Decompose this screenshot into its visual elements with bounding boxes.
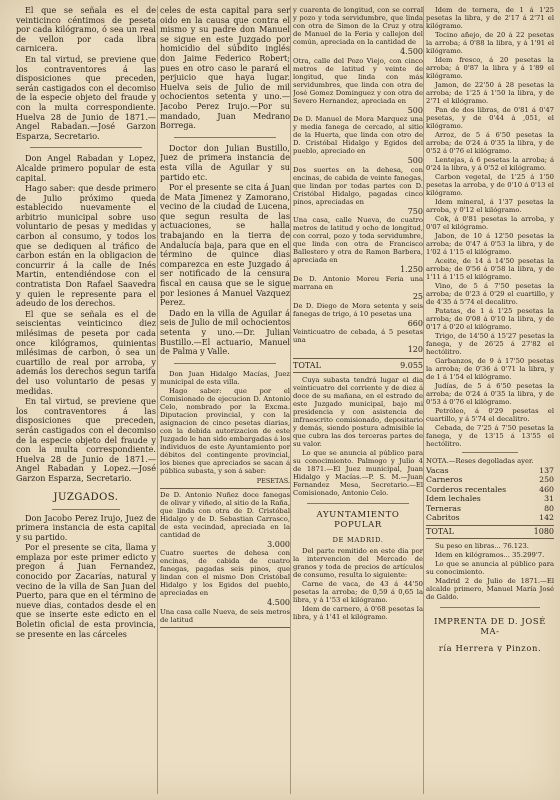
- divider: [307, 503, 409, 504]
- paragraph: Del parte remitido en este dia por la intervencion del Mercado de granos y toda de precios de artículos de consumo, resulta lo siguiente:: [293, 546, 423, 579]
- auction-list-continued: [293, 6, 423, 355]
- pesetas-label: PESETAS.: [256, 476, 290, 485]
- divider: [52, 509, 120, 510]
- reses-value: 460: [539, 484, 554, 494]
- amount: 25: [412, 291, 423, 301]
- amount: 4.500: [267, 598, 290, 608]
- paragraph: Lentejas, á 6 pesetas la arroba; á 0'24 la libra, y á 0'52 el kilógramo.: [426, 156, 554, 172]
- reses-list: [426, 466, 554, 522]
- paragraph: Trigo, de 14'50 á 15'27 pesetas la fanega, y de 26'25 á 27'82 el hectólitro.: [426, 332, 554, 356]
- total-amount: 9.055: [400, 360, 423, 370]
- amount: 120: [407, 345, 423, 355]
- paragraph: Aceite, de 14 á 14'50 pesetas la arroba; de 0'56 á 0'58 la libra, y de 1'11 á 1'15 el kilógramo.: [426, 257, 554, 281]
- paragraph: Idem fresco, á 20 pesetas la arroba; á 0'87 la libra y á 1'89 el kilógramo.: [426, 56, 554, 80]
- imprint-line: ría Herrera y Pinzon.: [438, 643, 542, 653]
- reses-total-row: [426, 525, 554, 539]
- reses-label: Vacas: [426, 466, 449, 475]
- paragraph: Jamon, de 22'50 á 28 pesetas la arroba; de 1'25 á 1'50 la libra, y de 2'71 el kilógramo.: [426, 81, 554, 105]
- list-item: Una casa, calle Nueva, de cuatro metros de latitud y ocho de longitud, con corral, pozo y toda servidumbre, que linda con otra de Francisco Ballestero y otra de Ramon Barbera, apreciada en: [293, 216, 423, 265]
- paragraph: Tocino añejo, de 20 á 22 pesetas la arroba; á 0'88 la libra, y á 1'91 el kilógramo.: [426, 31, 554, 55]
- list-item: De D. Antonio Nuñez doce fanegas de olivar y viñedo, al sitio de la Raña, que linda con otra de D. Cristóbal Hidalgo y de D. Sebastian Carrasco, de esta vecindad, apreciada en la cantidad de: [160, 490, 290, 539]
- total-label: TOTAL: [426, 527, 454, 537]
- divider: [30, 147, 142, 148]
- amount-row: [293, 265, 423, 275]
- column-rule: [290, 6, 291, 794]
- amount: 3.000: [267, 539, 290, 549]
- paragraph: En tal virtud, se previene que los contraventores á las disposiciones que preceden, serán castigados con el decomiso de la especie objeto del fraude y con la multa correspondiente. Huelva 28 de Junio de 1871.—Angel Rabadan y Lopez.—José Garzon Esparza, Secretario.: [16, 396, 156, 483]
- total-row: [293, 358, 423, 373]
- divider: [462, 452, 518, 453]
- amount: 660: [407, 318, 423, 328]
- list-item: y cuarenta de longitud, con se corral y pozo y toda servidumbre, que linda con otra de Simon de la Cruz y otra de Manuel de la Feria y callejon del común, apreciada en la cantidad de: [293, 6, 423, 46]
- paragraph: celes de esta capital para ser oido en la causa que contra el mismo y su padre don Manuel se sigue en este Juzgado por homicidio del súbdito inglés don Jaime Federico Robert; pues en otro caso le parará el perjuicio que haya lugar. Huelva seis de Julio de mil ochocientos setenta y uno.—Jacobo Perez Irujo.—Por su mandado, Juan Medrano Borrega.: [160, 6, 290, 131]
- paragraph: Su peso en libras... 76.123.: [435, 542, 529, 551]
- amount-row: [293, 319, 423, 329]
- paragraph: Carbon vegetal, de 1'25 á 1'50 pesetas la arroba, y de 0'10 á 0'13 el kilógramo.: [426, 173, 554, 197]
- divider: [174, 137, 276, 138]
- amount-row: [293, 47, 423, 57]
- section-heading-ayuntamiento: AYUNTAMIENTO POPULAR: [316, 509, 400, 530]
- paragraph: El que se señala es el de veinticinco céntimos de peseta por cada kilógramo, ó sea un real de vellon por cada libra carnicera.: [16, 6, 156, 54]
- list-item: [426, 466, 554, 475]
- column-rule: [423, 6, 424, 794]
- reses-value: 250: [539, 475, 554, 485]
- paragraph: Vino, de 5 á 7'50 pesetas la arroba; de 0'23 á 0'29 el cuartillo, y de 4'35 á 5'74 el decalitro.: [426, 282, 554, 306]
- paragraph: Lo que se anuncia al público para su conocimiento.: [426, 560, 554, 577]
- column-2: [160, 6, 290, 631]
- amount: 4.500: [400, 47, 423, 56]
- paragraph: Lo que se anuncia al público para su conocimiento. Palmogo y Julio 4 de 1871.—El Juez municipal, Juan Hidalgo y Macías.—P. S. M.—Juan Fernandez Mesa, Secretario.—El Comisionado, Antonio Celo.: [293, 448, 423, 497]
- list-item: Cuatro suertes de dehesa con encinas, de cabida de cuatro fanegas, pagadas seis pinos, que lindan con el mismo Don Cristóbal Hidalgo y los Egidos del pueblo, apreciadas en: [160, 549, 290, 598]
- amount-row: [160, 598, 290, 608]
- paragraph: Idem de carnero, á 0'68 pesetas la libra, y á 1'41 el kilógramo.: [293, 604, 423, 621]
- paragraph: Idem de ternera, de 1 á 1'25 pesetas la libra, y de 2'17 á 2'71 el kilógramo.: [426, 6, 554, 30]
- paragraph: Hago saber: que por el Comisionado de ejecucion D. Antonio Celo, nombrado por la Excma. Diputacion provincial, y con la asignacion de cinco pesetas diarias, con la debida autorizacion de este Juzgado le han sido embargadas á los individuos de este Ayuntamiento por débitos del contingente provincial, los bienes que apreciados se sacan á pública subasta, y son á saber:: [160, 386, 290, 475]
- amount-row: [293, 292, 423, 302]
- list-item: [426, 513, 554, 522]
- list-item: [426, 485, 554, 494]
- reses-value: 142: [539, 513, 554, 523]
- amount-row: [293, 156, 423, 166]
- paragraph: Cok, á 0'81 pesetas la arroba, y 0'07 el kilógramo.: [426, 215, 554, 231]
- paragraph: Don Juan Hidalgo Macías, Juez municipal de esta villa.: [160, 369, 290, 386]
- reses-label: Corderos recentales: [426, 484, 507, 494]
- reses-label: Terneras: [426, 503, 461, 513]
- divider: [440, 607, 540, 608]
- auction-list: [160, 488, 290, 628]
- paragraph: Hago saber: que desde primero de Julio próximo queda establecido nuevamente el arbitrio municipal sobre uso voluntario de pesas y medidas y carbon al consumo, y todos los que se dediquen al tráfico de carbon están en la obligacion de concurrir á la calle de Inés Martin, entendiéndose con el contratista Don Rafael Saavedra y quien le represente para el adeudo de los derechos.: [16, 183, 156, 309]
- paragraph: El que se señala es el de seiscientas veinticinco diez milésimas de peseta por cada once kilógramos, quinientas milésimas de carbon, ó sea un cuartillo de real por arroba, y además los derechos segun tarifa del uso voluntario de pesas y medidas.: [16, 308, 156, 396]
- section-heading-juzgados: JUZGADOS.: [53, 491, 119, 503]
- amount: 500: [407, 156, 423, 166]
- list-item: [426, 475, 554, 484]
- paragraph: Garbanzos, de 9 á 17'50 pesetas la arroba; de 0'36 á 0'71 la libra, y de 1 á 1'54 el kilógramo.: [426, 357, 554, 381]
- column-1: [16, 6, 156, 640]
- nota-heading: NOTA.—Reses degolladas ayer.: [426, 457, 534, 465]
- reses-label: Carneros: [426, 475, 463, 485]
- imprint-line: IMPRENTA DE D. JOSÉ MA-: [434, 616, 546, 637]
- list-item: Otra, calle del Pozo Viejo, con cinco metros de latitud y veinte de longitud, que linda con más servidumbres, que linda con otra de José Gomez Dominguez y con otra de Severo Hernandez, apreciada en: [293, 56, 423, 105]
- list-item: Dos suertes en la dehesa, con encinas, de cabida de veinte fanegas, que lindan por todas partes con D. Cristóbal Hidalgo, pagadas cinco pinos, apreciadas en: [293, 165, 423, 206]
- paragraph: Jabon, de 10 á 12'50 pesetas la arroba; de 0'47 á 0'53 la libra, y de 1'02 á 1'15 el kilógramo.: [426, 232, 554, 256]
- paragraph: Cuya subasta tendrá lugar el dia veinticuatro del corriente y de diez á doce de su mañana, en el estrado de este Juzgado municipal, bajo mi presidencia y con asistencia de infraescrito comisionado, depositario y demás, siendo postura admisible la que cubra las dos terceras partes de su valor.: [293, 375, 423, 448]
- paragraph: Idem en kilógramos... 35.299'7.: [435, 551, 545, 560]
- paragraph: Arroz, de 5 á 6'50 pesetas la arroba; de 0'24 á 0'35 la libra, y de 0'52 á 0'76 el kilógramo.: [426, 131, 554, 155]
- column-3: [293, 6, 423, 622]
- amount: 1.250: [400, 265, 423, 275]
- reses-value: 137: [539, 466, 554, 475]
- total-amount: 1080: [533, 527, 554, 537]
- list-item: [426, 504, 554, 513]
- list-item: Una casa calle Nueva, de seis metros de latitud: [160, 607, 290, 624]
- paragraph: Por el presente se cita, llama y emplaza por este primer edicto y pregon á Juan Fernandez, conocido por Zacarías, natural y vecino de la villa de San Juan del Puerto, para que en el término de nueve dias, contados desde el en que se inserte este edicto en el Boletin oficial de esta provincia, se presente en las cárceles: [16, 542, 156, 639]
- divider: [174, 363, 276, 364]
- list-item: De D. Antonio Moreu Feria una marrana en: [293, 274, 423, 291]
- reses-label: Cabritos: [426, 513, 460, 523]
- paragraph: En tal virtud, se previene que los contraventores á las disposiciones que preceden, serán castigados con el decomiso de la especie objeto del fraude y con la multa correspondiente. Huelva 28 de Junio de 1871.—Angel Rabadan.—José Garzon Esparza, Secretario.: [16, 53, 156, 141]
- reses-value: 31: [544, 494, 554, 504]
- amount: 750: [407, 206, 423, 216]
- paragraph: Dado en la villa de Aguilar á seis de Julio de mil ochocientos setenta y uno.—Dr. Julian Bustillo.—El actuario, Manuel de Palma y Valle.: [160, 307, 290, 357]
- amount-row: [293, 207, 423, 217]
- amount-row: [293, 106, 423, 116]
- paragraph: Don Angel Rabadan y Lopez, Alcalde primero popular de esta capital.: [16, 153, 156, 183]
- reses-value: 80: [544, 503, 554, 513]
- paragraph: Patatas, de 1 á 1'25 pesetas la arroba; de 0'08 á 0'10 la libra, y de 0'17 á 0'20 el kilógramo.: [426, 307, 554, 331]
- reses-label: Idem lechales: [426, 494, 481, 504]
- paragraph: Judías, de 5 á 6'50 pesetas la arroba; de 0'24 á 0'35 la libra, y de 0'53 á 0'76 el kilógramo.: [426, 382, 554, 406]
- paragraph: Por el presente se cita á Juan de Mata Jimenez y Zamorano, vecino de la ciudad de Lucena, que segun resulta de las actuaciones, se halla trabajando en la tierra de Andalucía baja, para que en el término de quince dias comparezca en este Juzgado á ser notificado de la censura fiscal en causa que se le sigue por lesiones á Manuel Vazquez Perez.: [160, 182, 290, 308]
- list-item: Veinticuatro de cebada, á 5 pesetas una: [293, 328, 423, 345]
- paragraph: Idem mineral, á 1'37 pesetas la arroba, y 0'12 el kilógramo.: [426, 198, 554, 214]
- paragraph: Petróleo, á 0'29 pesetas el cuartillo, y á 5'74 el decalitro.: [426, 407, 554, 423]
- list-item: [426, 494, 554, 503]
- list-item: De D. Diego de Mora setenta y seis fanegas de trigo, á 10 pesetas una: [293, 301, 423, 318]
- amount-row: [293, 345, 423, 355]
- paragraph: Carne de vaca, de 43 á 44'50 pesetas la arroba; de 0,59 á 0,65 la libra, y á 1'53 el kilógramo.: [293, 579, 423, 604]
- amount: 500: [407, 105, 423, 115]
- amount-row: [160, 540, 290, 550]
- section-subheading: DE MADRID.: [332, 535, 384, 544]
- column-rule: [157, 6, 158, 794]
- paragraph: Cebada, de 7'25 á 7'50 pesetas la fanega, y de 13'15 á 13'55 el hectólitro.: [426, 424, 554, 448]
- column-4: [426, 6, 554, 652]
- total-label: TOTAL: [293, 360, 321, 370]
- list-item: De D. Manuel de Mora Marquez una y media fanega de cercado, al sitio de la Huerta, que linda con otro de D. Cristóbal Hidalgo y Egidos del pueblo, apreciado en: [293, 115, 423, 156]
- paragraph: Pan de dos libras, de 0'81 á 0'47 pesetas, y de 0'44 á ,051, el kilógramo.: [426, 106, 554, 130]
- paragraph: Madrid 2 de Julio de 1871.—El alcalde primero, Manuel María José de Galdo.: [426, 577, 554, 602]
- paragraph: Doctor don Julian Bustillo, Juez de primera instancia de esta villa de Aguilar y su partido etc.: [160, 142, 290, 182]
- paragraph: Don Jacobo Perez Irujo, Juez de primera instancia de esta capital y su partido.: [16, 512, 156, 542]
